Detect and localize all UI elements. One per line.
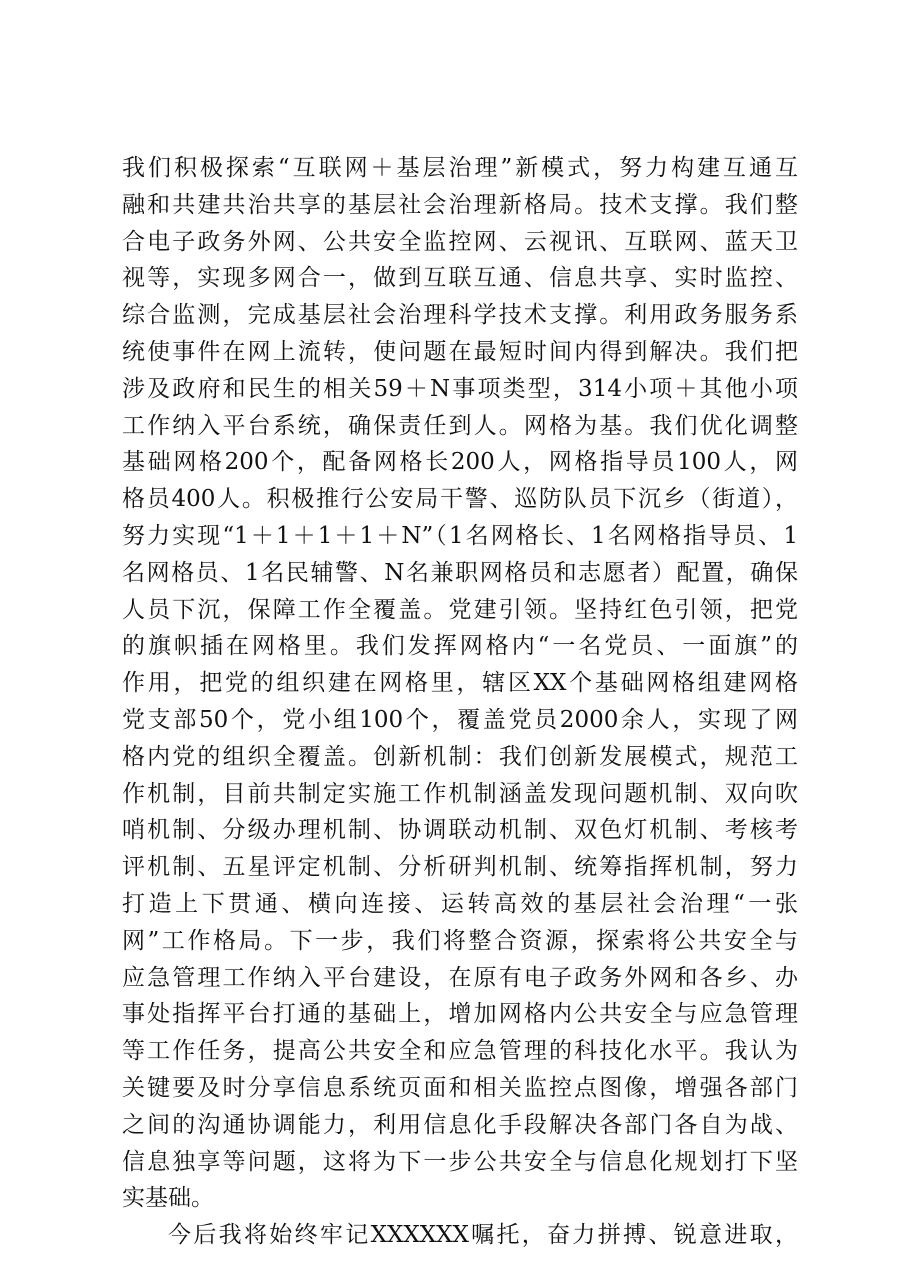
text-line: 应急管理工作纳入平台建设，在原有电子政务外网和各乡、办 bbox=[122, 964, 798, 991]
text-line: 综合监测，完成基层社会治理科学技术支撑。利用政务服务系 bbox=[122, 302, 798, 329]
text-line: 关键要及时分享信息系统页面和相关监控点图像，增强各部门 bbox=[122, 1074, 798, 1101]
text-line: 党支部50个，党小组100个，覆盖党员2000余人，实现了网 bbox=[122, 706, 798, 733]
text-line: 格内党的组织全覆盖。创新机制：我们创新发展模式，规范工 bbox=[122, 743, 798, 770]
text-line: 网”工作格局。下一步，我们将整合资源，探索将公共安全与 bbox=[122, 927, 798, 954]
text-line: 实基础。 bbox=[122, 1185, 214, 1212]
text-line: 打造上下贯通、横向连接、运转高效的基层社会治理“一张 bbox=[122, 890, 798, 917]
text-line: 作机制，目前共制定实施工作机制涵盖发现问题机制、双向吹 bbox=[122, 780, 798, 807]
text-line: 之间的沟通协调能力，利用信息化手段解决各部门各自为战、 bbox=[122, 1111, 798, 1138]
text-line: 工作纳入平台系统，确保责任到人。网格为基。我们优化调整 bbox=[122, 412, 798, 439]
text-line: 今后我将始终牢记XXXXXX嘱托，奋力拼搏、锐意进取， bbox=[168, 1222, 798, 1249]
paragraph bbox=[122, 1217, 798, 1254]
text-line: 哨机制、分级办理机制、协调联动机制、双色灯机制、考核考 bbox=[122, 817, 798, 844]
text-line: 名网格员、1名民辅警、N名兼职网格员和志愿者）配置，确保 bbox=[122, 559, 798, 586]
text-line: 人员下沉，保障工作全覆盖。党建引领。坚持红色引领，把党 bbox=[122, 596, 798, 623]
text-line: 作用，把党的组织建在网格里，辖区XX个基础网格组建网格 bbox=[122, 670, 798, 697]
text-line: 涉及政府和民生的相关59＋N事项类型，314小项＋其他小项 bbox=[122, 375, 798, 402]
text-line: 格员400人。积极推行公安局干警、巡防队员下沉乡（街道）， bbox=[122, 486, 798, 513]
text-line: 基础网格200个，配备网格长200人，网格指导员100人，网 bbox=[122, 449, 798, 476]
text-line: 的旗帜插在网格里。我们发挥网格内“一名党员、一面旗”的 bbox=[122, 633, 798, 660]
text-line: 信息独享等问题，这将为下一步公共安全与信息化规划打下坚 bbox=[122, 1148, 798, 1175]
text-line: 等工作任务，提高公共安全和应急管理的科技化水平。我认为 bbox=[122, 1038, 798, 1065]
text-line: 合电子政务外网、公共安全监控网、云视讯、互联网、蓝天卫 bbox=[122, 228, 798, 255]
text-line: 努力实现“1＋1＋1＋1＋N”（1名网格长、1名网格指导员、1 bbox=[122, 522, 798, 549]
body-text bbox=[122, 150, 798, 1254]
text-line: 统使事件在网上流转，使问题在最短时间内得到解决。我们把 bbox=[122, 338, 798, 365]
text-line: 评机制、五星评定机制、分析研判机制、统筹指挥机制，努力 bbox=[122, 854, 798, 881]
text-line: 我们积极探索“互联网＋基层治理”新模式，努力构建互通互 bbox=[122, 155, 798, 181]
text-line: 视等，实现多网合一，做到互联互通、信息共享、实时监控、 bbox=[122, 265, 798, 292]
paragraph bbox=[122, 150, 798, 1217]
text-line: 事处指挥平台打通的基础上，增加网格内公共安全与应急管理 bbox=[122, 1001, 798, 1028]
text-line: 融和共建共治共享的基层社会治理新格局。技术支撑。我们整 bbox=[122, 191, 798, 218]
